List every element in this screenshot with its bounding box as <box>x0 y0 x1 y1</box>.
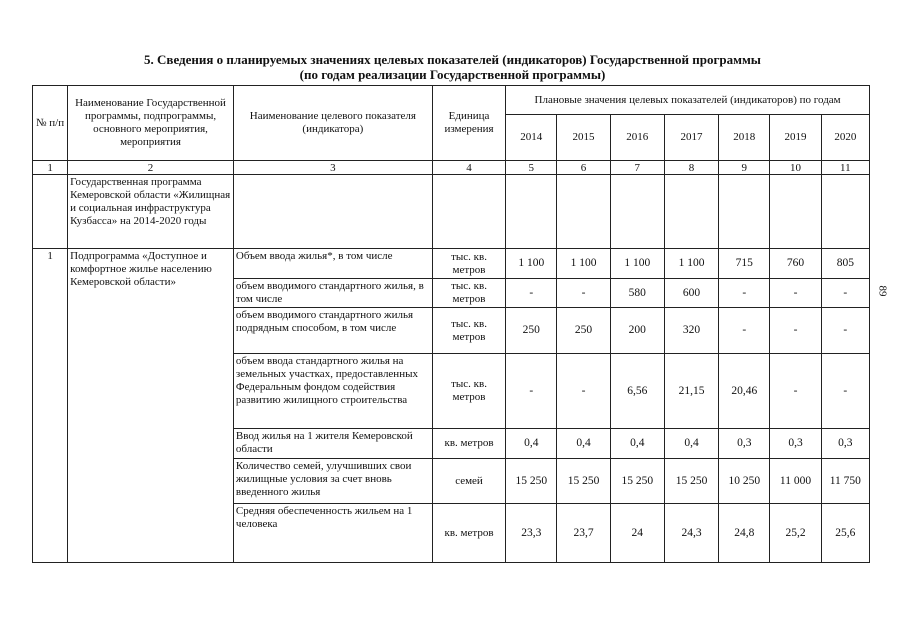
value-cell: 760 <box>770 249 821 279</box>
value-cell: 1 100 <box>664 249 718 279</box>
value-cell: 0,3 <box>821 429 869 459</box>
value-cell: 23,3 <box>506 504 557 563</box>
column-number: 10 <box>770 161 821 175</box>
value-cell: - <box>506 354 557 429</box>
header-no: № п/п <box>33 86 68 161</box>
indicator-name: объем ввода стандартного жилья на земельных участках, предоставленных Федеральным фондом содействия развитию жилищного строительства <box>233 354 432 429</box>
header-year: 2020 <box>821 115 869 161</box>
value-cell: 1 100 <box>557 249 610 279</box>
value-cell: 1 100 <box>610 249 664 279</box>
value-cell: 600 <box>664 279 718 308</box>
header-unit: Единица измерения <box>432 86 505 161</box>
subprogram-name: Подпрограмма «Доступное и комфортное жилье населению Кемеровской области» <box>68 249 234 563</box>
value-cell: 0,3 <box>719 429 770 459</box>
indicator-name: Объем ввода жилья*, в том числе <box>233 249 432 279</box>
header-year: 2015 <box>557 115 610 161</box>
value-cell: 0,3 <box>770 429 821 459</box>
column-number: 2 <box>68 161 234 175</box>
unit-cell: кв. метров <box>432 504 505 563</box>
column-number: 7 <box>610 161 664 175</box>
program-no-cell <box>33 175 68 249</box>
value-cell: 15 250 <box>557 459 610 504</box>
header-year: 2014 <box>506 115 557 161</box>
value-cell: 11 750 <box>821 459 869 504</box>
unit-cell: кв. метров <box>432 429 505 459</box>
value-cell: 715 <box>719 249 770 279</box>
value-cell: 6,56 <box>610 354 664 429</box>
value-cell: 0,4 <box>557 429 610 459</box>
column-number: 3 <box>233 161 432 175</box>
value-cell: 24 <box>610 504 664 563</box>
header-planned-values: Плановые значения целевых показателей (индикаторов) по годам <box>506 86 870 115</box>
column-number: 9 <box>719 161 770 175</box>
unit-cell: тыс. кв. метров <box>432 308 505 354</box>
value-cell: 320 <box>664 308 718 354</box>
value-cell: 25,2 <box>770 504 821 563</box>
indicator-name: объем вводимого стандартного жилья подрядным способом, в том числе <box>233 308 432 354</box>
value-cell: 580 <box>610 279 664 308</box>
value-cell: - <box>821 354 869 429</box>
header-year: 2017 <box>664 115 718 161</box>
unit-cell: тыс. кв. метров <box>432 279 505 308</box>
empty-cell <box>719 175 770 249</box>
value-cell: 15 250 <box>610 459 664 504</box>
value-cell: - <box>557 279 610 308</box>
value-cell: - <box>770 308 821 354</box>
unit-cell: семей <box>432 459 505 504</box>
empty-cell <box>821 175 869 249</box>
value-cell: 10 250 <box>719 459 770 504</box>
indicator-name: Ввод жилья на 1 жителя Кемеровской области <box>233 429 432 459</box>
empty-cell <box>506 175 557 249</box>
value-cell: 250 <box>557 308 610 354</box>
value-cell: 21,15 <box>664 354 718 429</box>
document-title <box>0 52 905 82</box>
value-cell: 0,4 <box>506 429 557 459</box>
header-indicator-name: Наименование целевого показателя (индикатора) <box>233 86 432 161</box>
value-cell: - <box>821 279 869 308</box>
unit-cell: тыс. кв. метров <box>432 249 505 279</box>
empty-cell <box>233 175 432 249</box>
value-cell: 0,4 <box>610 429 664 459</box>
column-number: 5 <box>506 161 557 175</box>
value-cell: - <box>770 354 821 429</box>
value-cell: - <box>506 279 557 308</box>
empty-cell <box>610 175 664 249</box>
value-cell: 200 <box>610 308 664 354</box>
value-cell: - <box>821 308 869 354</box>
empty-cell <box>557 175 610 249</box>
header-year: 2019 <box>770 115 821 161</box>
value-cell: 15 250 <box>506 459 557 504</box>
page-number: 89 <box>876 285 889 297</box>
column-number: 6 <box>557 161 610 175</box>
column-number: 1 <box>33 161 68 175</box>
value-cell: 20,46 <box>719 354 770 429</box>
column-number: 4 <box>432 161 505 175</box>
value-cell: - <box>719 279 770 308</box>
value-cell: - <box>557 354 610 429</box>
indicator-name: Средняя обеспеченность жильем на 1 человека <box>233 504 432 563</box>
value-cell: 250 <box>506 308 557 354</box>
header-year: 2016 <box>610 115 664 161</box>
title-line-1: 5. Сведения о планируемых значениях целевых показателей (индикаторов) Государственной программы <box>144 52 761 67</box>
value-cell: 24,3 <box>664 504 718 563</box>
header-program-name: Наименование Государственной программы, подпрограммы, основного мероприятия, мероприятия <box>68 86 234 161</box>
program-row <box>33 175 870 249</box>
column-number: 11 <box>821 161 869 175</box>
value-cell: 24,8 <box>719 504 770 563</box>
value-cell: 25,6 <box>821 504 869 563</box>
empty-cell <box>432 175 505 249</box>
unit-cell: тыс. кв. метров <box>432 354 505 429</box>
value-cell: 805 <box>821 249 869 279</box>
indicator-name: объем вводимого стандартного жилья, в том числе <box>233 279 432 308</box>
empty-cell <box>664 175 718 249</box>
subprogram-no: 1 <box>33 249 68 563</box>
empty-cell <box>770 175 821 249</box>
table-row <box>33 249 870 279</box>
column-number: 8 <box>664 161 718 175</box>
value-cell: - <box>770 279 821 308</box>
value-cell: 15 250 <box>664 459 718 504</box>
header-year: 2018 <box>719 115 770 161</box>
title-line-2: (по годам реализации Государственной программы) <box>299 67 606 82</box>
indicators-table <box>32 85 870 563</box>
value-cell: 23,7 <box>557 504 610 563</box>
value-cell: 11 000 <box>770 459 821 504</box>
program-name: Государственная программа Кемеровской области «Жилищная и социальная инфраструктура Кузбасса» на 2014-2020 годы <box>68 175 234 249</box>
value-cell: - <box>719 308 770 354</box>
value-cell: 1 100 <box>506 249 557 279</box>
indicator-name: Количество семей, улучшивших свои жилищные условия за счет вновь введенного жилья <box>233 459 432 504</box>
value-cell: 0,4 <box>664 429 718 459</box>
